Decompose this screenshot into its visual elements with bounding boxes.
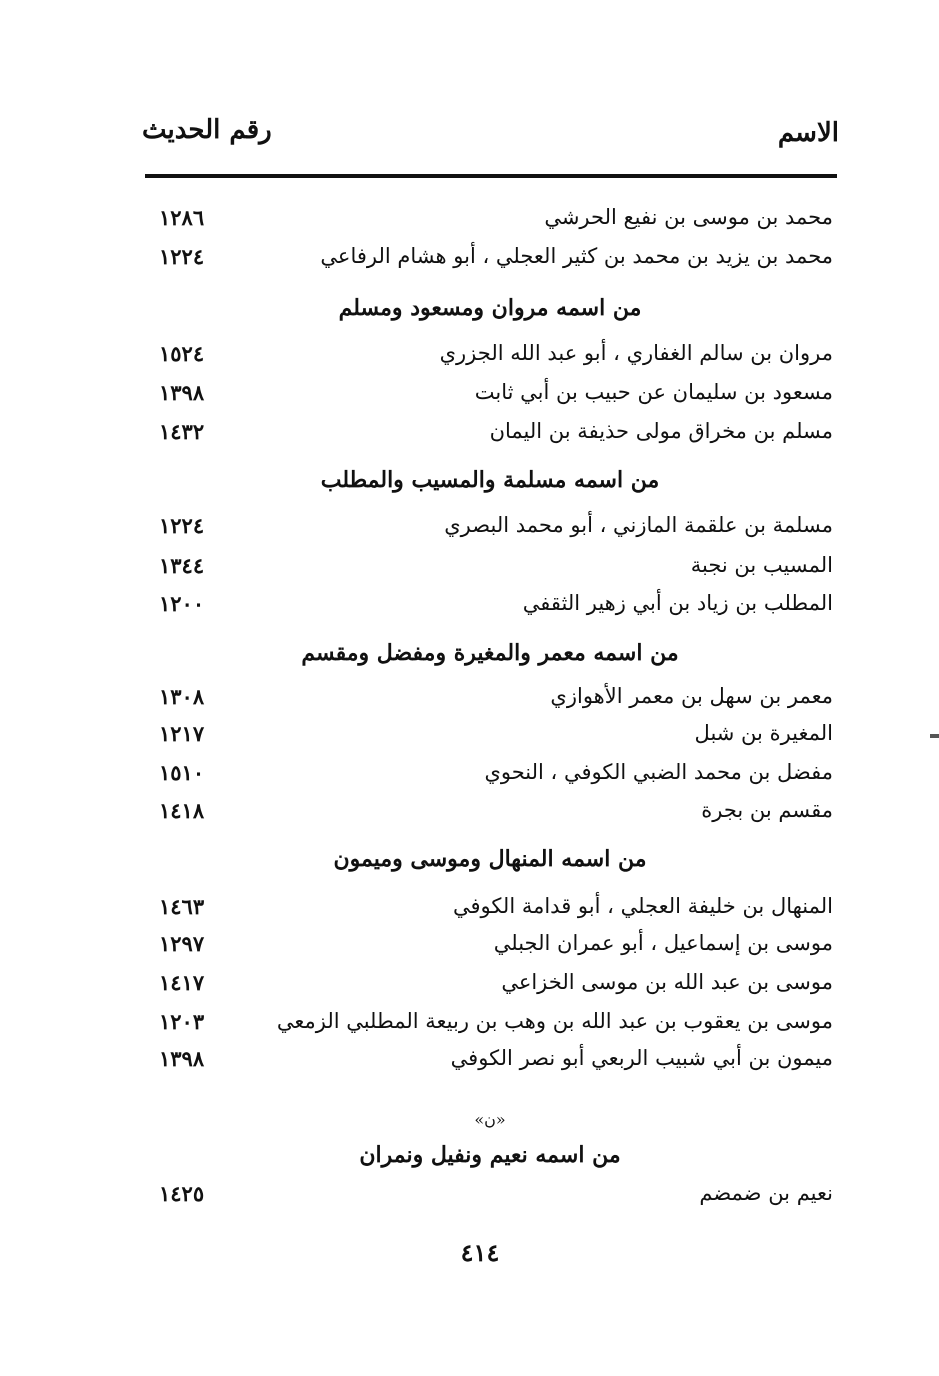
entry-name: المسيب بن نجبة [690, 553, 833, 577]
entry-number: ١٤٦٣ [159, 894, 205, 919]
header-rule [145, 174, 837, 178]
entry-number: ١٣٩٨ [159, 1046, 205, 1071]
entry-number: ١٢٢٤ [159, 244, 205, 269]
entry-name: مفضل بن محمد الضبي الكوفي ، النحوي [484, 760, 833, 784]
index-entry [145, 1181, 835, 1219]
entry-name: محمد بن يزيد بن محمد بن كثير العجلي ، أبو هشام الرفاعي [320, 244, 833, 268]
section-heading: من اسمه نعيم ونفيل ونمران [359, 1142, 621, 1168]
index-entry [145, 760, 835, 798]
entry-number: ١٢٠٠ [159, 591, 205, 616]
header-number-column: رقم الحديث [142, 115, 272, 145]
page-number: ٤١٤ [460, 1238, 500, 1267]
entry-number: ١٣٩٨ [159, 380, 205, 405]
entry-name: محمد بن موسى بن نفيع الحرشي [544, 205, 833, 229]
index-entry [145, 931, 835, 969]
entry-name: موسى بن إسماعيل ، أبو عمران الجبلي [493, 931, 833, 955]
entry-number: ١٢١٧ [159, 721, 205, 746]
entry-name: موسى بن عبد الله بن موسى الخزاعي [501, 970, 833, 994]
index-entry [145, 894, 835, 932]
entry-number: ١٤٣٢ [159, 419, 205, 444]
index-entry [145, 244, 835, 282]
section-heading: من اسمه المنهال وموسى وميمون [333, 846, 647, 872]
entry-name: المطلب بن زياد بن أبي زهير الثقفي [522, 591, 833, 615]
index-entry [145, 1009, 835, 1047]
entry-number: ١٢٠٣ [159, 1009, 205, 1034]
header-name-column: الاسم [777, 118, 839, 148]
entry-number: ١٤١٧ [159, 970, 205, 995]
section-heading: من اسمه مروان ومسعود ومسلم [338, 295, 642, 321]
entry-number: ١٥١٠ [159, 760, 205, 785]
letter-heading: «ن» [474, 1110, 506, 1129]
entry-number: ١٤١٨ [159, 798, 205, 823]
entry-name: مسلم بن مخراق مولى حذيفة بن اليمان [489, 419, 833, 443]
index-entry [145, 513, 835, 551]
entry-number: ١٣٠٨ [159, 684, 205, 709]
entry-name: مروان بن سالم الغفاري ، أبو عبد الله الجزري [439, 341, 833, 365]
entry-name: نعيم بن ضمضم [699, 1181, 833, 1205]
index-entry [145, 341, 835, 379]
entry-name: معمر بن سهل بن معمر الأهوازي [550, 684, 833, 708]
entry-name: المنهال بن خليفة العجلي ، أبو قدامة الكوفي [452, 894, 833, 918]
entry-number: ١٢٩٧ [159, 931, 205, 956]
index-entry [145, 721, 835, 759]
index-entry [145, 205, 835, 243]
entry-name: مقسم بن بجرة [701, 798, 833, 822]
entry-name: ميمون بن أبي شبيب الربعي أبو نصر الكوفي [450, 1046, 833, 1070]
index-entry [145, 1046, 835, 1084]
section-heading: من اسمه مسلمة والمسيب والمطلب [320, 467, 660, 493]
index-entry [145, 380, 835, 418]
entry-number: ١٢٢٤ [159, 513, 205, 538]
index-entry [145, 553, 835, 591]
entry-name: موسى بن يعقوب بن عبد الله بن وهب بن ربيعة المطلبي الزمعي [276, 1009, 833, 1033]
index-entry [145, 591, 835, 629]
entry-number: ١٥٢٤ [159, 341, 205, 366]
entry-name: المغيرة بن شبل [694, 721, 833, 745]
entry-name: مسعود بن سليمان عن حبيب بن أبي ثابت [474, 380, 833, 404]
entry-number: ١٢٨٦ [159, 205, 205, 230]
section-heading: من اسمه معمر والمغيرة ومفضل ومقسم [301, 640, 679, 666]
entry-name: مسلمة بن علقمة المازني ، أبو محمد البصري [444, 513, 833, 537]
index-entry [145, 419, 835, 457]
index-entry [145, 798, 835, 836]
scan-edge-mark [930, 734, 939, 738]
entry-number: ١٣٤٤ [159, 553, 205, 578]
index-entry [145, 684, 835, 722]
entry-number: ١٤٢٥ [159, 1181, 205, 1206]
index-entry [145, 970, 835, 1008]
